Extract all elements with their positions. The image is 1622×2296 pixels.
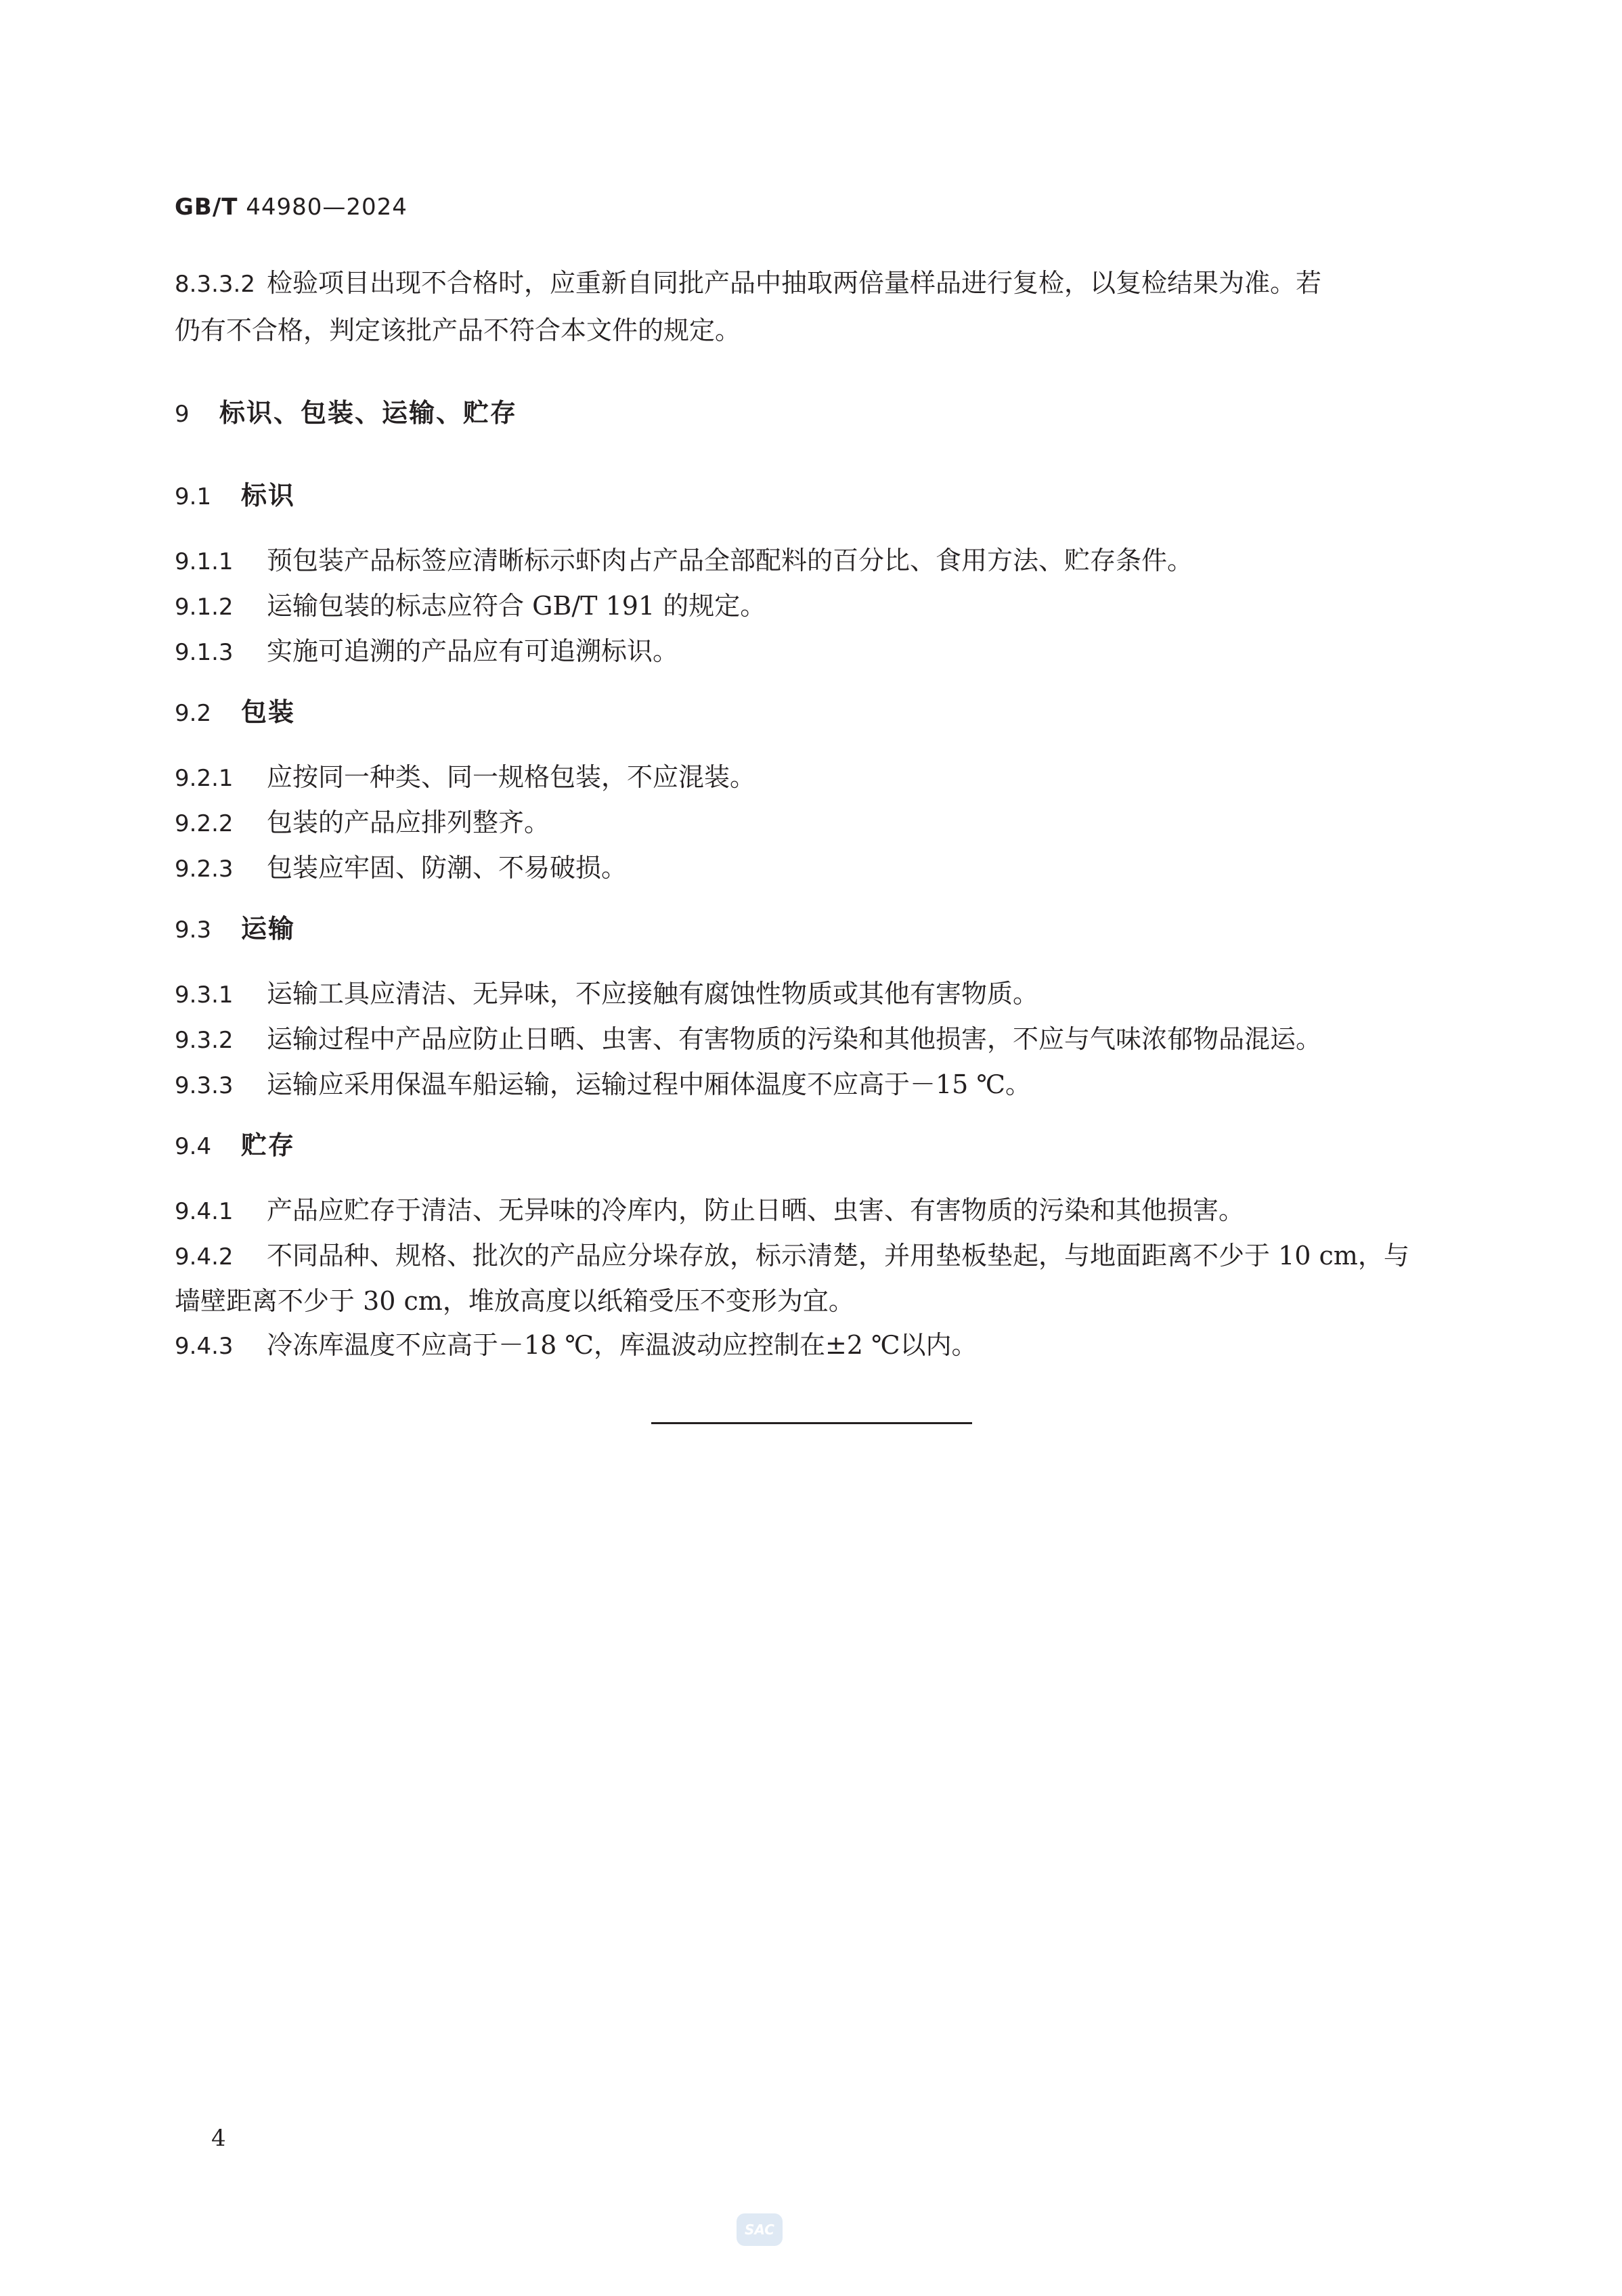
standard-code [175, 194, 408, 221]
section-title: 标识 [241, 481, 296, 510]
clause-8-3-3-2 [175, 260, 1447, 353]
section-9-3-heading [175, 906, 1447, 953]
clause-text: 运输包装的标志应符合 GB/T 191 的规定。 [267, 591, 766, 621]
clause-number: 8.3.3.2 [175, 271, 255, 298]
clause-text: 冷冻库温度不应高于－18 ℃，库温波动应控制在±2 ℃以内。 [267, 1330, 978, 1360]
clause-number: 9.3.2 [175, 1027, 234, 1054]
clause-text: 产品应贮存于清洁、无异味的冷库内，防止日晒、虫害、有害物质的污染和其他损害。 [267, 1195, 1245, 1225]
chapter-title: 标识、包装、运输、贮存 [219, 398, 518, 428]
clause-text-continued: 仍有不合格，判定该批产品不符合本文件的规定。 [175, 315, 741, 345]
clause-9-2-1 [175, 754, 1447, 801]
section-number: 9.1 [175, 483, 212, 510]
clause-text: 运输过程中产品应防止日晒、虫害、有害物质的污染和其他损害，不应与气味浓郁物品混运。 [267, 1024, 1322, 1054]
clause-9-3-2 [175, 1016, 1447, 1063]
end-of-document-rule [651, 1422, 972, 1424]
section-9-2-heading [175, 689, 1447, 736]
clause-9-4-2-continued: 墙壁距离不少于 30 cm，堆放高度以纸箱受压不变形为宜。 [175, 1286, 854, 1316]
chapter-9-heading [175, 390, 1447, 437]
section-title: 贮存 [241, 1130, 296, 1160]
clause-text: 检验项目出现不合格时，应重新自同批产品中抽取两倍量样品进行复检，以复检结果为准。若 [267, 268, 1322, 298]
clause-text: 包装的产品应排列整齐。 [267, 808, 550, 837]
standard-code-number: 44980—2024 [246, 194, 408, 221]
clause-9-3-1 [175, 971, 1447, 1018]
clause-number: 9.1.2 [175, 594, 234, 621]
section-number: 9.4 [175, 1133, 212, 1160]
clause-number: 9.1.1 [175, 548, 234, 575]
section-9-4-items [175, 1187, 1447, 1369]
clause-9-3-3 [175, 1061, 1447, 1109]
clause-9-2-3 [175, 845, 1447, 892]
standard-code-prefix: GB/T [175, 194, 238, 221]
clause-text: 运输应采用保温车船运输，运输过程中厢体温度不应高于－15 ℃。 [267, 1069, 1031, 1099]
clause-9-4-3 [175, 1322, 1447, 1369]
clause-text: 运输工具应清洁、无异味，不应接触有腐蚀性物质或其他有害物质。 [267, 979, 1039, 1009]
section-9-1-heading [175, 472, 1447, 520]
clause-9-2-2 [175, 799, 1447, 847]
clause-9-1-3 [175, 628, 1447, 676]
clause-9-4-2 [175, 1233, 1447, 1280]
clause-number: 9.2.1 [175, 765, 234, 792]
clause-text: 应按同一种类、同一规格包装，不应混装。 [267, 762, 756, 792]
section-9-3-items [175, 971, 1447, 1109]
clause-text: 不同品种、规格、批次的产品应分垛存放，标示清楚，并用垫板垫起，与地面距离不少于 10 cm，与 [267, 1241, 1409, 1271]
clause-number: 9.3.3 [175, 1072, 234, 1099]
chapter-number: 9 [175, 401, 190, 428]
clause-number: 9.2.3 [175, 856, 234, 883]
clause-number: 9.4.2 [175, 1243, 234, 1271]
clause-9-4-1 [175, 1187, 1447, 1235]
clause-9-1-1 [175, 537, 1447, 585]
section-title: 运输 [241, 914, 296, 944]
clause-text: 预包装产品标签应清晰标示虾肉占产品全部配料的百分比、食用方法、贮存条件。 [267, 546, 1193, 575]
section-9-2-items [175, 754, 1447, 892]
clause-number: 9.4.1 [175, 1198, 234, 1225]
sac-watermark-logo: SAC [737, 2213, 783, 2246]
clause-number: 9.3.1 [175, 981, 234, 1009]
clause-text: 包装应牢固、防潮、不易破损。 [267, 853, 628, 883]
clause-9-1-2 [175, 583, 1447, 630]
clause-number: 9.1.3 [175, 639, 234, 666]
section-number: 9.2 [175, 700, 212, 727]
clause-text: 实施可追溯的产品应有可追溯标识。 [267, 636, 679, 666]
section-9-4-heading [175, 1122, 1447, 1170]
clause-number: 9.4.3 [175, 1333, 234, 1360]
section-9-1-items [175, 537, 1447, 676]
section-number: 9.3 [175, 917, 212, 944]
clause-number: 9.2.2 [175, 810, 234, 837]
page-number: 4 [211, 2125, 226, 2152]
section-title: 包装 [241, 697, 296, 727]
